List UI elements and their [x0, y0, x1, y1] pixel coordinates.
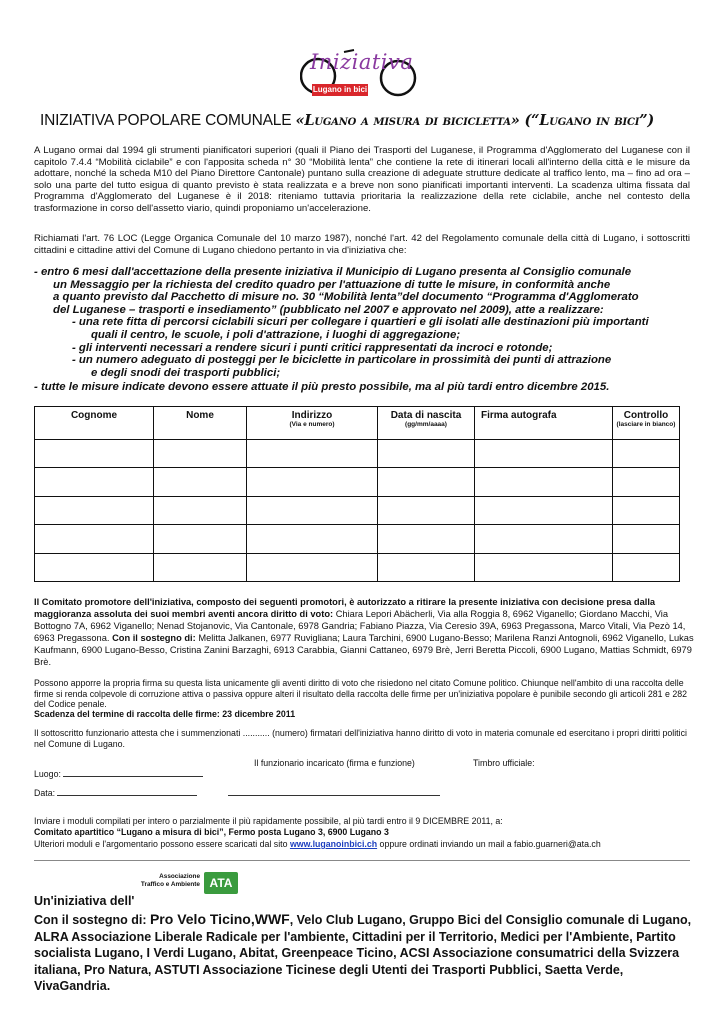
- col-nome: Nome: [154, 407, 247, 440]
- ata-box: ATA: [204, 872, 238, 894]
- col-data-nascita: Data di nascita (gg/mm/aaaa): [378, 407, 475, 440]
- return-address: Comitato apartitico “Lugano a misura di bici”, Fermo posta Lugano 3, 6900 Lugano 3: [34, 827, 389, 837]
- intro-paragraph: A Lugano ormai dal 1994 gli strumenti pianificatori superiori (quali il Piano dei Trasporti del Luganese, il Programma d'Agglomerato del Luganese con il capitolo 7.4.4 “Mobilità ciclabile” e con l'apposita scheda n° 30 “Mobilità lenta” che contiene la rete di itinerari locali all'interno della città e le misure da adottare, nonché la scheda M10 del Piano Direttore Cantonale) puntano sulla creazione di adeguate strutture dedicate al traffico lento, ma – fino ad ora – solo una parte del tutto esigua di quanto previsto è stata realizzata e a breve non sono pianificati importanti interventi. La scadenza ultima fissata dal Programma d'Agglomerato del Luganese è il 2018: riteniamo tuttavia prioritaria la realizzazione della rete ciclabile, anche nel contesto della trasformazione in corso dell'assetto viario, quindi proponiamo un'accelerazione.: [34, 145, 690, 214]
- request-line: quali il centro, le scuole, i poli d'attrazione, i luoghi di aggregazione;: [34, 328, 461, 341]
- legal-paragraph: Richiamati l'art. 76 LOC (Legge Organica Comunale del 10 marzo 1987), nonché l'art. 42 del Regolamento comunale della città di Lugano, i sottoscritti cittadini e cittadine attivi del Comune di Lugano chiedono pertanto in via d'iniziativa che:: [34, 233, 690, 256]
- initiative-by: Un'iniziativa dell': [34, 894, 135, 908]
- request-line: del Luganese – trasporti e insediamento” (pubblicato nel 2007 e approvato nel 2009), atte a realizzare:: [34, 303, 604, 316]
- col-firma: Firma autografa: [475, 407, 613, 440]
- table-header-row: [35, 407, 680, 440]
- logo: [300, 48, 418, 104]
- date-line[interactable]: [57, 786, 197, 796]
- requests-list: [34, 266, 694, 394]
- request-line: - entro 6 mesi dall'accettazione della presente iniziativa il Municipio di Lugano presenta al Consiglio comunale: [34, 266, 632, 278]
- request-line: a quanto previsto dal Pacchetto di misure no. 30 “Mobilità lenta”del documento “Programma d'Agglomerato: [34, 291, 639, 304]
- request-line: - un numero adeguato di posteggi per le biciclette in particolare in prossimità dei punti di attrazione: [34, 354, 612, 367]
- stamp-label: Timbro ufficiale:: [473, 758, 535, 768]
- official-label: Il funzionario incaricato (firma e funzione): [254, 758, 415, 768]
- support-big: Pro Velo Ticino,WWF: [149, 911, 290, 927]
- col-cognome: Cognome: [35, 407, 154, 440]
- col-controllo: Controllo (lasciare in bianco): [613, 407, 680, 440]
- ata-label: Associazione Traffico e Ambiente: [140, 873, 200, 888]
- title-main: INIZIATIVA POPOLARE COMUNALE: [40, 112, 296, 129]
- table-row[interactable]: [35, 468, 680, 496]
- committee-support: Melitta Jalkanen, 6977 Ruvigliana; Laura Tarchini, 6900 Lugano-Besso; Marilena Ranzi Antognoli, 6962 Viganello, Lukas Kaufmann, 6900 Lugano-Besso, Cristina Zanini Barzaghi, 6913 Carabbia, Gianni Cattaneo, 6979 Brè, Jerri Beretta Piccoli, 6900 Lugano, Mattias Schmidt, 6979 Brè.: [34, 633, 694, 667]
- col-indirizzo: Indirizzo (Via e numero): [247, 407, 378, 440]
- date-label: Data:: [34, 788, 56, 798]
- divider: [34, 860, 690, 861]
- request-line: e degli snodi dei trasporti pubblici;: [34, 366, 281, 379]
- table-row[interactable]: [35, 553, 680, 581]
- title-sub: «Lugano a misura di bicicletta» (“Lugano in bici”): [295, 112, 655, 129]
- official-signature-line[interactable]: [228, 786, 440, 796]
- place-label: Luogo:: [34, 769, 61, 779]
- committee-paragraph: [34, 596, 694, 668]
- support-paragraph: Con il sostegno di: Pro Velo Ticino,WWF, Velo Club Lugano, Gruppo Bici del Consiglio comunale di Lugano, ALRA Associazione Liberale Radicale per l'ambiente, Cittadini per il Territorio, Medici per l'Ambiente, Partito socialista Lugano, I Verdi Lugano, Abitat, Greenpeace Ticino, ACSI Associazione consumatrici della Svizzera italiana, Pro Natura, ASTUTI Associazione Ticinese degli Utenti dei Trasporti Pubblici, Saetta Verde, VivaGandria.: [34, 911, 692, 994]
- committee-support-lead: Con il sostegno di:: [112, 633, 199, 643]
- return-instructions: Inviare i moduli compilati per intero o parzialmente il più rapidamente possibile, al più tardi entro il 9 DICEMBRE 2011, a:: [34, 816, 503, 826]
- request-line: - gli interventi necessari a rendere sicuri i punti critici rappresentati da incroci e rotonde;: [34, 341, 553, 354]
- place-line[interactable]: [63, 767, 203, 777]
- signature-table: [34, 406, 680, 582]
- table-row[interactable]: [35, 496, 680, 524]
- date-field[interactable]: [34, 786, 454, 799]
- attest-paragraph: Il sottoscritto funzionario attesta che i summenzionati ........... (numero) firmatari dell'iniziativa hanno diritto di voto in materia comunale ed esercitano i propri diritti politici nel Comune di Lugano.: [34, 728, 687, 749]
- website-link[interactable]: www.luganoinbici.ch: [289, 839, 378, 849]
- place-field[interactable]: [34, 767, 234, 780]
- committee-members: Chiara Lepori Abächerli, Via alla Roggia 8, 6962 Viganello; Giordano Macchi, Via Bottogno 7A, 6962 Viganello; Nenad Stojanovic, Via Cantonale, 6978 Gandria; Fabiano Piazza, Via Ceresio 39A, 6963 Pregassona, Marco Vitali, Via Pezò 14, 6963 Pregassona.: [34, 609, 686, 643]
- table-row[interactable]: [35, 440, 680, 468]
- request-line: - tutte le misure indicate devono essere attuate il più presto possibile, ma al più tardi entro dicembre 2015.: [34, 381, 610, 394]
- table-row[interactable]: [35, 525, 680, 553]
- logo-word: Iniziativa: [310, 50, 414, 74]
- more-info: Ulteriori moduli e l'argomentario possono essere scaricati dal sito www.luganoinbici.ch oppure ordinati inviando un mail a fabio.guarneri@ata.ch: [34, 839, 601, 849]
- legal-notice: Possono apporre la propria firma su questa lista unicamente gli aventi diritto di voto che risiedono nel citato Comune politico. Chiunque nell'ambito di una raccolta delle firme si renda colpevole di corruzione attiva o passiva oppure alteri il risultato della raccolta delle firme per un'iniziativa popolare è punibile secondo gli articoli 281 e 282 del Codice penale.: [34, 678, 688, 709]
- page-title: [40, 112, 700, 130]
- committee-lead: Il Comitato promotore dell'iniziativa, composto dei seguenti promotori, è autorizzato a ritirare la presente iniziativa con decisione presa dalla maggioranza assoluta dei suoi membri aventi ancora diritto di voto:: [34, 597, 656, 619]
- logo-tag: Lugano in bici: [312, 85, 368, 94]
- request-line: un Messaggio per la richiesta del credito quadro per l'attuazione di tutte le misure, in conformità anche: [34, 278, 611, 291]
- deadline: Scadenza del termine di raccolta delle firme: 23 dicembre 2011: [34, 709, 296, 719]
- request-line: - una rete fitta di percorsi ciclabili sicuri per collegare i quartieri e gli isolati alle destinazioni più importanti: [34, 316, 649, 329]
